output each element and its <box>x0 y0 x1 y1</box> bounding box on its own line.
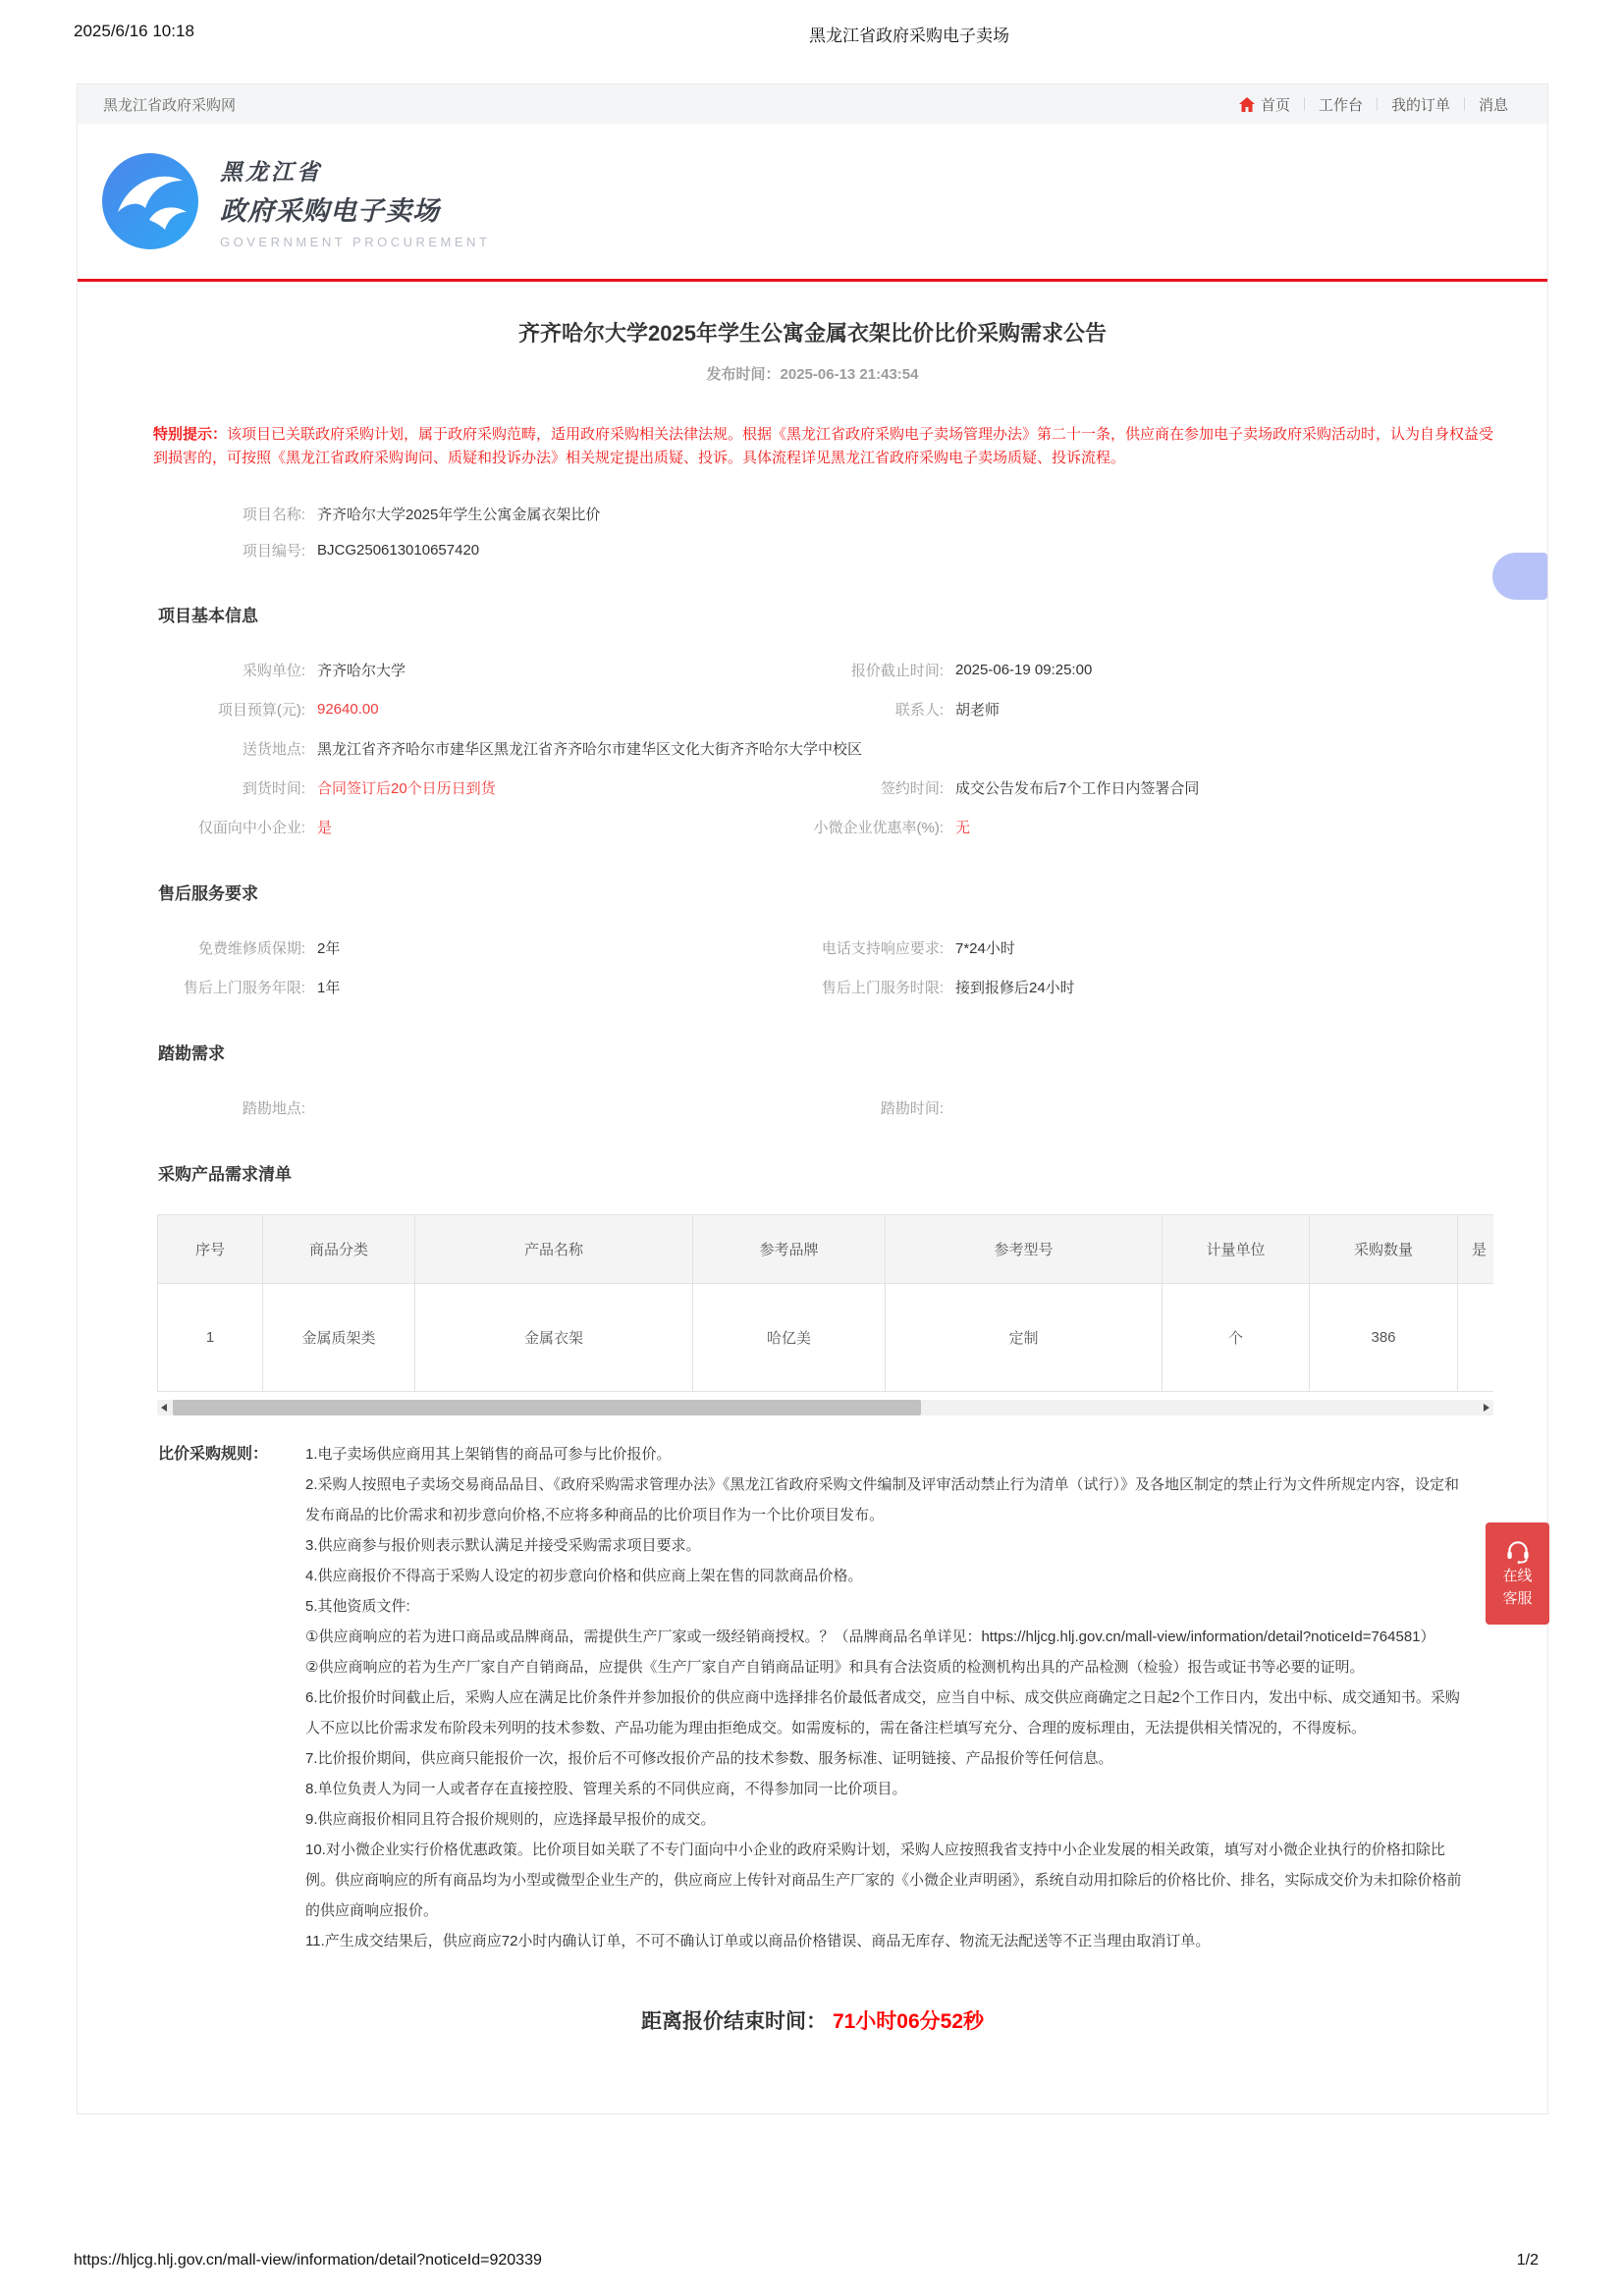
horizontal-scrollbar[interactable] <box>157 1400 1493 1415</box>
info-row <box>78 807 1547 846</box>
col-header: 参考型号 <box>886 1215 1163 1284</box>
dragon-swoosh-logo-icon <box>102 153 198 249</box>
brand-text <box>220 154 490 249</box>
rule-item: 3.供应商参与报价则表示默认满足并接受采购需求项目要求。 <box>305 1537 701 1554</box>
home-icon <box>1239 97 1255 112</box>
rule-item: ①供应商响应的若为进口商品或品牌商品，需提供生产厂家或一级经销商授权。？（品牌商品名单详见：https://hljcg.hlj.gov.cn/mall-view/information/detail?noticeId=764581） <box>305 1629 1435 1645</box>
field-value: 1年 <box>317 979 341 996</box>
rule-item: 8.单位负责人为同一人或者存在直接控股、管理关系的不同供应商，不得参加同一比价项目。 <box>305 1781 907 1797</box>
info-row <box>78 728 1547 768</box>
rules-label: 比价采购规则： <box>158 1446 269 1463</box>
project-code-label: 项目编号: <box>242 543 305 560</box>
print-url: https://hljcg.hlj.gov.cn/mall-view/information/detail?noticeId=920339 <box>74 2252 542 2269</box>
project-name-value: 齐齐哈尔大学2025年学生公寓金属衣架比价 <box>317 507 601 523</box>
field-value: 接到报修后24小时 <box>955 979 1075 996</box>
service-label-line1: 在线 <box>1502 1568 1533 1584</box>
nav-menu <box>1225 94 1522 115</box>
info-row <box>78 928 1547 967</box>
scroll-right-icon[interactable] <box>1484 1404 1489 1412</box>
brand-line1: 黑龙江省 <box>220 158 322 185</box>
survey-rows <box>78 1088 1547 1127</box>
red-divider <box>78 279 1547 282</box>
rule-item: 1.电子卖场供应商用其上架销售的商品可参与比价报价。 <box>305 1446 672 1463</box>
field-label: 送货地点: <box>242 740 305 758</box>
rule-item: 10.对小微企业实行价格优惠政策。比价项目如关联了不专门面向中小企业的政府采购计划，采购人应按照我省支持中小企业发展的相关政策，填写对小微企业执行的价格扣除比例。供应商响应的所有商品均为小型或微型企业生产的，供应商应上传针对商品生产厂家的《小微企业声明函》，系统自动用扣除后的价格比价、排名，实际成交价为未扣除价格前的供应商响应报价。 <box>305 1842 1462 1919</box>
nav-item-my-orders[interactable]: 我的订单 <box>1390 96 1450 114</box>
publish-time-value: 2025-06-13 21:43:54 <box>780 366 919 383</box>
nav-item-messages[interactable]: 消息 <box>1478 96 1508 114</box>
project-meta <box>78 496 1547 568</box>
publish-time-label: 发布时间： <box>706 366 781 383</box>
field-value: 成交公告发布后7个工作日内签署合同 <box>955 779 1200 797</box>
notice-title: 齐齐哈尔大学2025年学生公寓金属衣架比价比价采购需求公告 <box>518 321 1107 346</box>
field-value: 无 <box>955 819 971 836</box>
headset-icon <box>1505 1538 1531 1564</box>
publish-time <box>78 363 1547 384</box>
field-value: 是 <box>317 819 333 836</box>
col-header: 商品分类 <box>263 1215 415 1284</box>
field-label: 采购单位: <box>242 662 305 679</box>
print-doc-title: 黑龙江省政府采购电子卖场 <box>809 27 1009 45</box>
page-frame <box>77 83 1548 2114</box>
side-widget-pill[interactable] <box>1492 553 1547 600</box>
cell-quantity: 386 <box>1310 1284 1458 1392</box>
field-value: 黑龙江省齐齐哈尔市建华区黑龙江省齐齐哈尔市建华区文化大街齐齐哈尔大学中校区 <box>317 740 863 758</box>
print-header <box>0 0 1623 49</box>
field-label: 联系人: <box>894 701 944 719</box>
cell-brand: 哈亿美 <box>693 1284 886 1392</box>
project-code-row <box>78 532 1547 568</box>
brand-line3: GOVERNMENT PROCUREMENT <box>220 234 491 249</box>
field-label: 踏勘地点: <box>242 1099 305 1117</box>
field-label: 售后上门服务时限: <box>821 979 944 996</box>
table-row <box>158 1284 1494 1392</box>
field-label: 免费维修质保期: <box>197 939 305 957</box>
info-row <box>78 1088 1547 1127</box>
rule-item: 6.比价报价时间截止后，采购人应在满足比价条件并参加报价的供应商中选择排名价最低者成交，应当自中标、成交供应商确定之日起2个工作日内，发出中标、成交通知书。采购人不应以比价需求发布阶段未列明的技术参数、产品功能为理由拒绝成交。如需废标的，需在备注栏填写充分、合理的废标理由，无法提供相关情况的，不得废标。 <box>305 1689 1460 1736</box>
print-page-number: 1/2 <box>1516 2252 1539 2269</box>
brand-line2: 政府采购电子卖场 <box>220 195 440 226</box>
rule-item: 11.产生成交结果后，供应商应72小时内确认订单，不可不确认订单或以商品价格错误、商品无库存、物流无法配送等不正当理由取消订单。 <box>305 1933 1211 1949</box>
cell-model: 定制 <box>886 1284 1163 1392</box>
nav-item-label: 首页 <box>1260 96 1290 114</box>
field-label: 项目预算(元): <box>217 701 305 719</box>
field-value: 合同签订后20个日历日到货 <box>317 779 496 797</box>
project-name-row <box>78 496 1547 532</box>
quote-countdown <box>78 2005 1547 2035</box>
rule-item: ②供应商响应的若为生产厂家自产自销商品，应提供《生产厂家自产自销商品证明》和具有合法资质的检测机构出具的产品检测（检验）报告或证书等必要的证明。 <box>305 1659 1365 1676</box>
special-tip-label: 特别提示： <box>153 426 228 443</box>
online-service-button[interactable] <box>1486 1522 1549 1625</box>
rule-item: 2.采购人按照电子卖场交易商品品目、《政府采购需求管理办法》《黑龙江省政府采购文件编制及评审活动禁止行为清单（试行）》及各地区制定的禁止行为文件所规定内容，设定和发布商品的比价需求和初步意向价格,不应将多种商品的比价项目作为一个比价项目发布。 <box>305 1476 1460 1523</box>
price-comparison-rules <box>158 1439 1547 1956</box>
scrollbar-thumb[interactable] <box>173 1400 921 1415</box>
special-tip <box>153 423 1496 470</box>
col-header: 产品名称 <box>415 1215 693 1284</box>
nav-item-home[interactable] <box>1225 94 1304 115</box>
field-value: 92640.00 <box>317 700 379 718</box>
info-row <box>78 650 1547 689</box>
field-value: 2年 <box>317 939 341 957</box>
product-table <box>157 1214 1493 1392</box>
project-code-value: BJCG250613010657420 <box>317 542 480 559</box>
field-value: 齐齐哈尔大学 <box>317 662 406 679</box>
col-header: 是 <box>1458 1215 1494 1284</box>
info-row <box>78 967 1547 1006</box>
field-label: 签约时间: <box>880 779 944 797</box>
field-value: 2025-06-19 09:25:00 <box>955 661 1093 678</box>
brand-header <box>78 124 1547 279</box>
after-sales-rows <box>78 928 1547 1006</box>
project-name-label: 项目名称: <box>242 507 305 523</box>
scroll-left-icon[interactable] <box>161 1404 167 1412</box>
cell-unit: 个 <box>1163 1284 1310 1392</box>
info-row <box>78 689 1547 728</box>
col-header: 计量单位 <box>1163 1215 1310 1284</box>
section-basic-info: 项目基本信息 <box>158 607 258 625</box>
field-label: 到货时间: <box>242 779 305 797</box>
rule-item: 9.供应商报价相同且符合报价规则的，应选择最早报价的成交。 <box>305 1811 716 1828</box>
field-label: 小微企业优惠率(%): <box>813 819 944 836</box>
cell-product-name: 金属衣架 <box>415 1284 693 1392</box>
countdown-label: 距离报价结束时间： <box>640 2010 827 2033</box>
rule-item: 7.比价报价期间，供应商只能报价一次，报价后不可修改报价产品的技术参数、服务标准、证明链接、产品报价等任何信息。 <box>305 1750 1113 1767</box>
field-label: 售后上门服务年限: <box>183 979 305 996</box>
field-label: 仅面向中小企业: <box>197 819 305 836</box>
table-header-row <box>158 1215 1494 1284</box>
special-tip-text: 该项目已关联政府采购计划，属于政府采购范畴，适用政府采购相关法律法规。根据《黑龙江省政府采购电子卖场管理办法》第二十一条，供应商在参加电子卖场政府采购活动时，认为自身权益受到损害的，可按照《黑龙江省政府采购询问、质疑和投诉办法》相关规定提出质疑、投诉。具体流程详见黑龙江省政府采购电子卖场质疑、投诉流程。 <box>153 426 1494 466</box>
cell-category: 金属质架类 <box>263 1284 415 1392</box>
section-after-sales: 售后服务要求 <box>158 884 258 903</box>
print-datetime: 2025/6/16 10:18 <box>74 22 194 40</box>
info-row <box>78 768 1547 807</box>
field-value: 7*24小时 <box>955 939 1015 957</box>
col-header: 采购数量 <box>1310 1215 1458 1284</box>
field-value: 胡老师 <box>955 701 1001 719</box>
section-site-survey: 踏勘需求 <box>158 1044 225 1063</box>
section-product-list: 采购产品需求清单 <box>158 1165 292 1184</box>
col-header: 序号 <box>158 1215 263 1284</box>
nav-item-workbench[interactable]: 工作台 <box>1318 96 1363 114</box>
field-label: 电话支持响应要求: <box>821 939 944 957</box>
col-header: 参考品牌 <box>693 1215 886 1284</box>
field-label: 踏勘时间: <box>880 1099 944 1117</box>
service-label-line2: 客服 <box>1502 1590 1533 1607</box>
site-name: 黑龙江省政府采购网 <box>103 96 237 114</box>
rule-item: 5.其他资质文件: <box>305 1598 410 1615</box>
countdown-value: 71小时06分52秒 <box>832 2010 985 2033</box>
top-navbar <box>78 84 1547 124</box>
field-label: 报价截止时间: <box>850 662 944 679</box>
product-table-wrap <box>157 1214 1493 1392</box>
cell-seq: 1 <box>158 1284 263 1392</box>
rules-body <box>305 1439 1474 1956</box>
rule-item: 4.供应商报价不得高于采购人设定的初步意向价格和供应商上架在售的同款商品价格。 <box>305 1568 863 1584</box>
basic-info-rows <box>78 650 1547 846</box>
cell-extra <box>1458 1284 1494 1392</box>
